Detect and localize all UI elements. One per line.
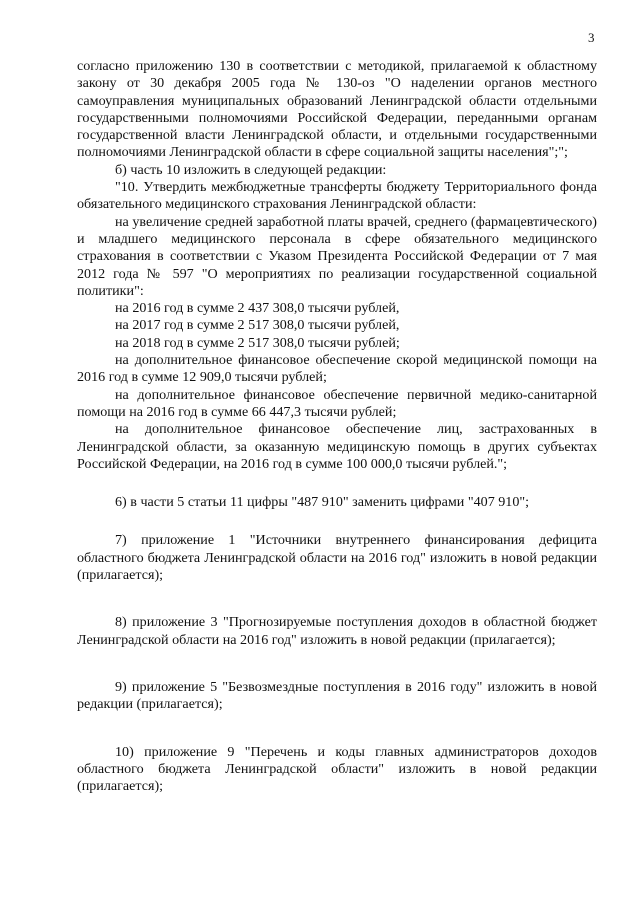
paragraph-amount-2017: на 2017 год в сумме 2 517 308,0 тысячи рублей, (115, 317, 400, 334)
paragraph-item-9: 9) приложение 5 "Безвозмездные поступления в 2016 году" изложить в новой редакции (прилагается); (77, 678, 597, 713)
paragraph-emergency-care: на дополнительное финансовое обеспечение скорой медицинской помощи на 2016 год в сумме 12 909,0 тысячи рублей; (77, 352, 597, 386)
paragraph-amount-2018: на 2018 год в сумме 2 517 308,0 тысячи рублей; (115, 334, 400, 351)
paragraph-item-10: 10) приложение 9 "Перечень и коды главных администраторов доходов областного бюджета Ленинградской области" изложить в новой редакции (прилагается); (77, 743, 597, 795)
page-number: 3 (588, 30, 595, 45)
paragraph-item-b: б) часть 10 изложить в следующей редакции: (115, 161, 387, 178)
document-body (77, 58, 597, 795)
paragraph-part-10: "10. Утвердить межбюджетные трансферты бюджету Территориального фонда обязательного медицинского страхования Ленинградской области: (77, 179, 597, 213)
paragraph-amount-2016: на 2016 год в сумме 2 437 308,0 тысячи рублей, (115, 300, 400, 317)
paragraph-item-6: 6) в части 5 статьи 11 цифры "487 910" заменить цифрами "407 910"; (115, 494, 530, 511)
paragraph-insured-persons: на дополнительное финансовое обеспечение лиц, застрахованных в Ленинградской области, за оказанную медицинскую помощь в других субъектах Российской Федерации, на 2016 год в сумме 100 000,0 тысячи рублей."; (77, 421, 597, 472)
paragraph-item-8: 8) приложение 3 "Прогнозируемые поступления доходов в областной бюджет Ленинградской области на 2016 год" изложить в новой редакции (прилагается); (77, 614, 597, 648)
paragraph-continuation: согласно приложению 130 в соответствии с методикой, прилагаемой к областному закону от 30 декабря 2005 года № 130-оз "О наделении органов местного самоуправления муниципальных образований Ленинградской области отдельными государственными полномочиями Российской Федерации, переданными органам государственной власти Ленинградской области, и отдельными государственными полномочиями Ленинградской области в сфере социальной защиты населения";"; (77, 58, 597, 161)
paragraph-salary-increase: на увеличение средней заработной платы врачей, среднего (фармацевтического) и младшего медицинского персонала в сфере обязательного медицинского страхования в соответствии с Указом Президента Российской Федерации от 7 мая 2012 года № 597 "О мероприятиях по реализации государственной социальной политики": (77, 213, 597, 299)
paragraph-item-7: 7) приложение 1 "Источники внутреннего финансирования дефицита областного бюджета Ленинградской области на 2016 год" изложить в новой редакции (прилагается); (77, 532, 597, 584)
paragraph-primary-care: на дополнительное финансовое обеспечение первичной медико-санитарной помощи на 2016 год в сумме 66 447,3 тысячи рублей; (77, 386, 597, 420)
